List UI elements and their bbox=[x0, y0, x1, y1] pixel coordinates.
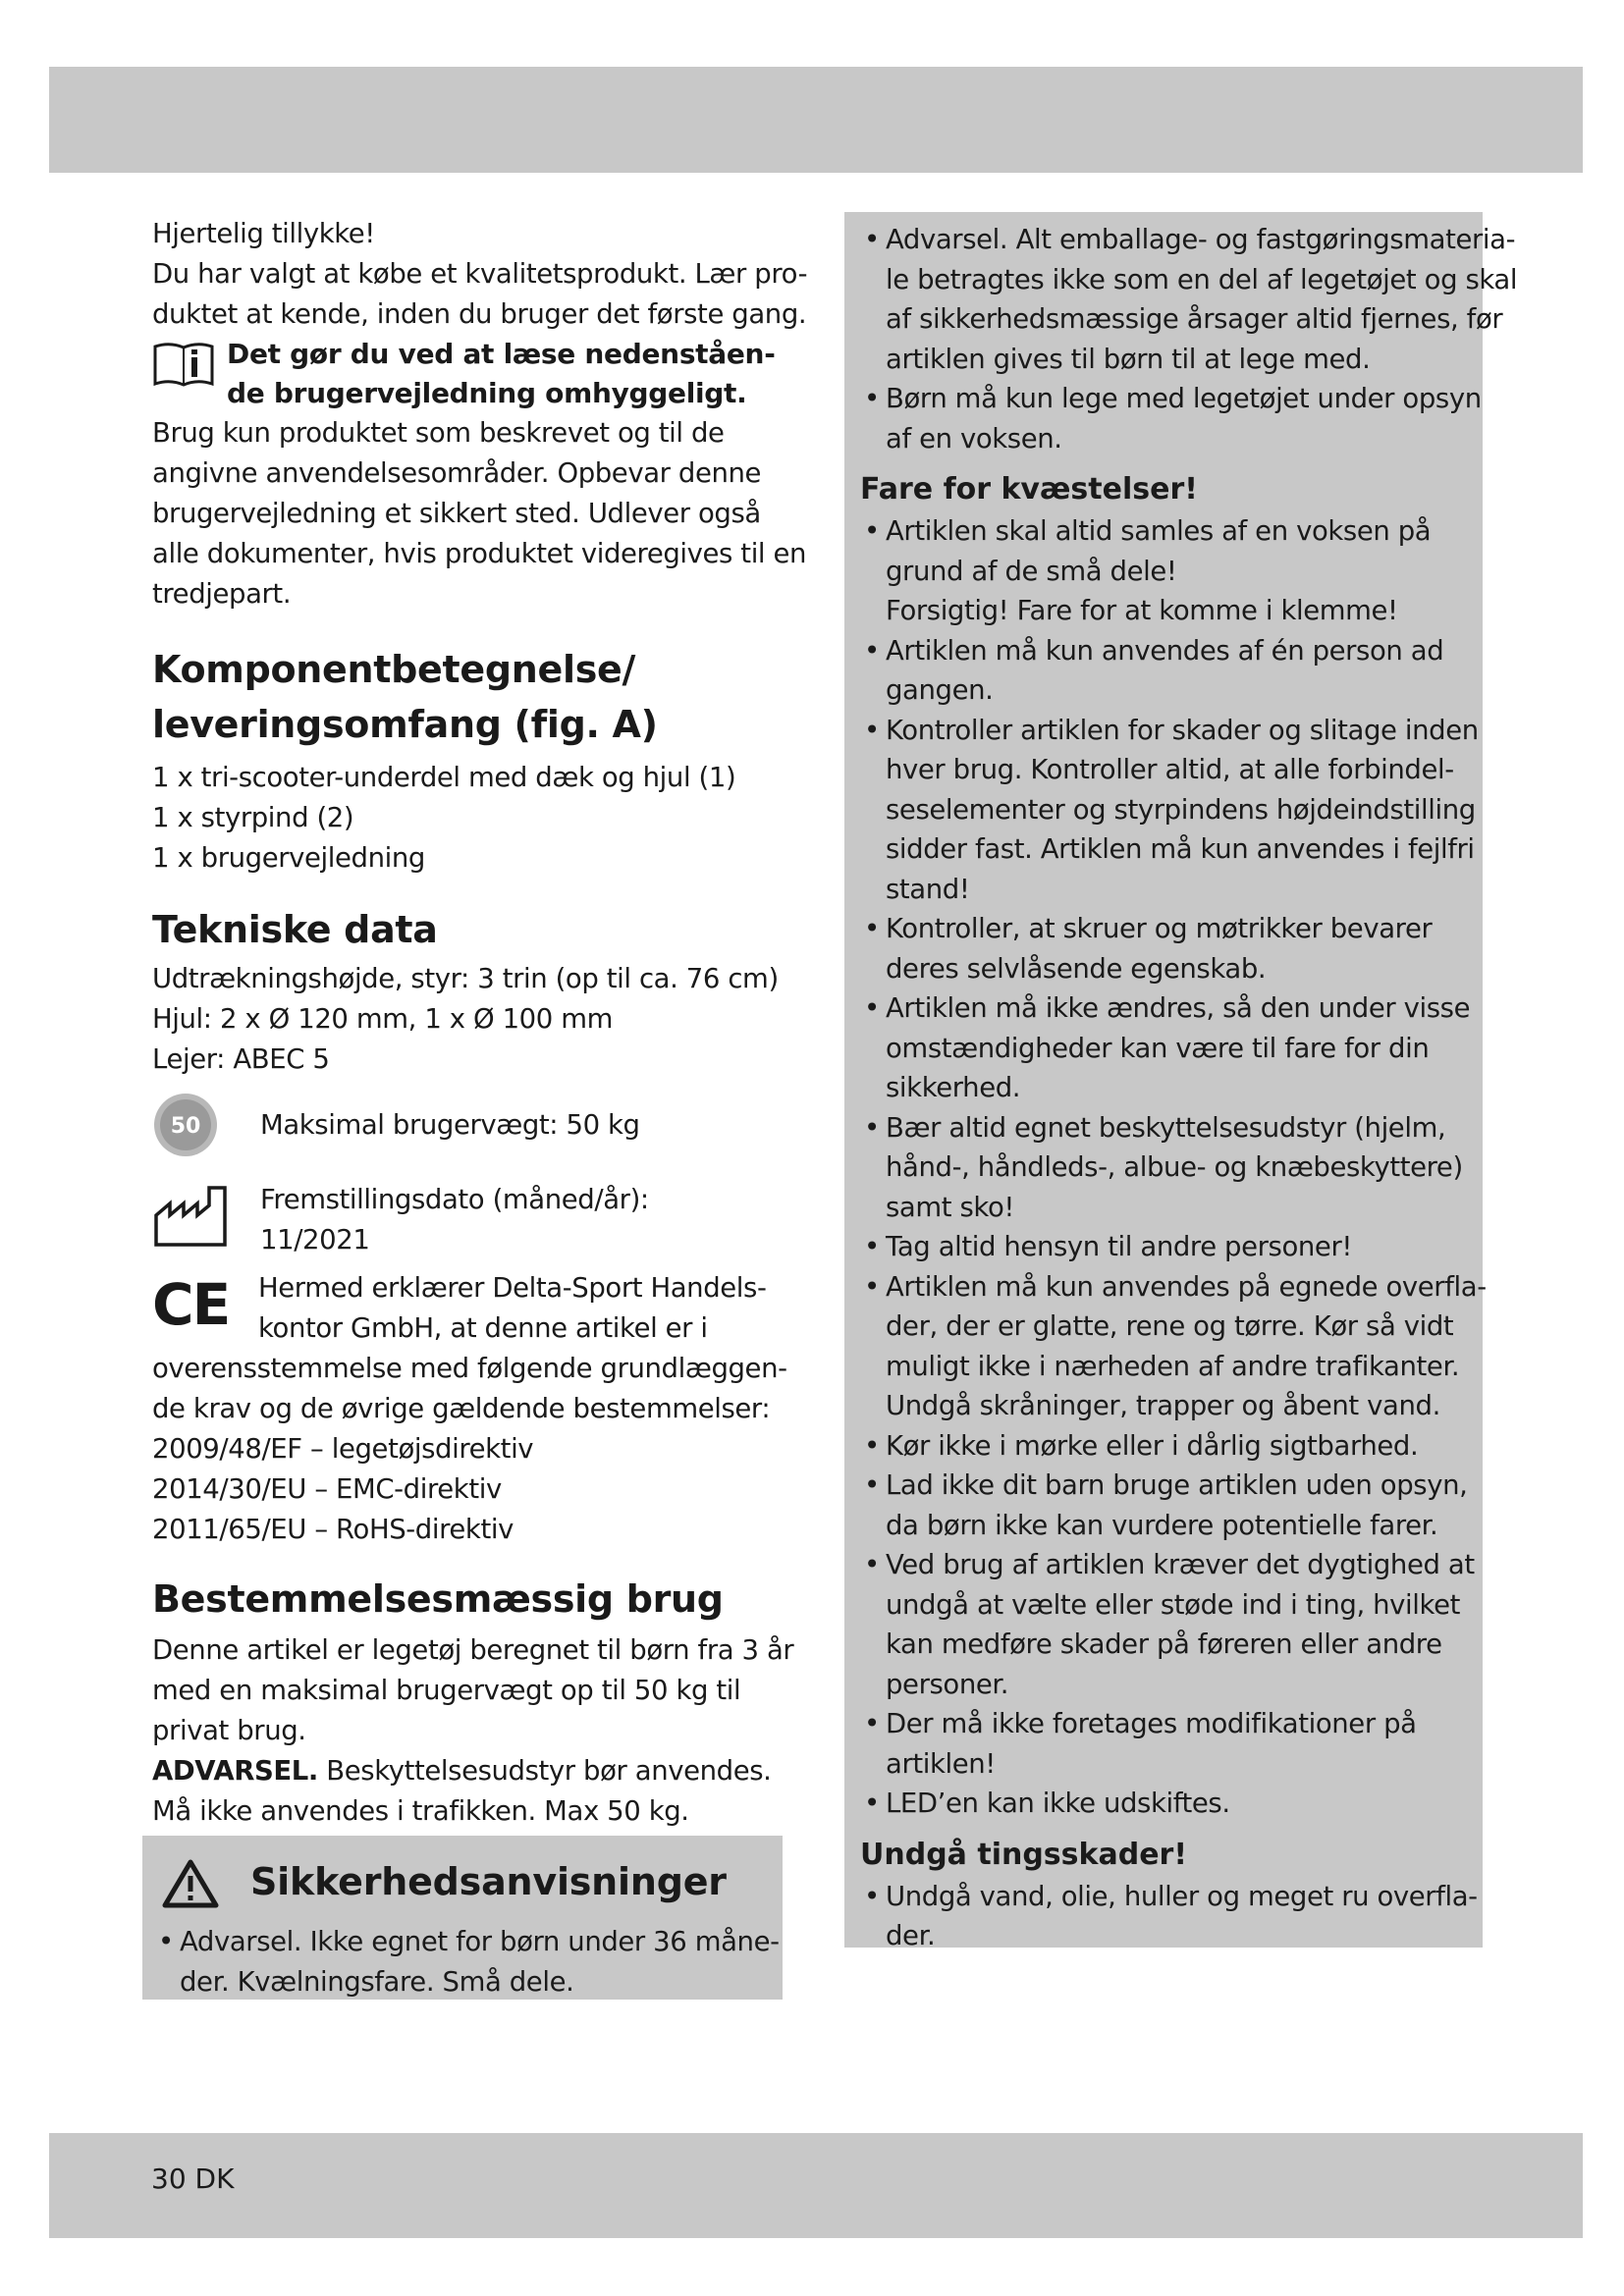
list-item: • Kontroller, at skruer og møtrikker bevarer deres selvlåsende egenskab. bbox=[860, 909, 1483, 988]
list-item: • Advarsel. Alt emballage- og fastgøringsmateria- le betragtes ikke som en del af legetøjet og skal af sikkerhedsmæssige årsager altid fjernes, før artiklen gives til børn til at lege med. bbox=[860, 220, 1483, 379]
factory-date-icon bbox=[152, 1184, 229, 1249]
list-item: • Bær altid egnet beskyttelsesudstyr (hjelm, hånd-, håndleds-, albue- og knæbeskyttere) samt sko! bbox=[860, 1108, 1483, 1228]
intro-text: Du har valgt at købe et kvalitetsprodukt. Lær pro- duktet at kende, inden du bruger det første gang. bbox=[152, 258, 808, 330]
warning-triangle-icon bbox=[162, 1859, 219, 1908]
info-line-2: de brugervejledning omhyggeligt. bbox=[227, 377, 747, 409]
max-weight-icon bbox=[152, 1092, 219, 1158]
intended-use-warning: ADVARSEL. Beskyttelsesudstyr bør anvendes. Må ikke anvendes i trafikken. Max 50 kg. bbox=[152, 1755, 772, 1827]
list-item: • Børn må kun lege med legetøjet under opsyn af en voksen. bbox=[860, 379, 1483, 458]
directives-list: 2009/48/EF – legetøjsdirektiv 2014/30/EU – EMC-direktiv 2011/65/EU – RoHS-direktiv bbox=[152, 1433, 534, 1545]
max-weight-row bbox=[152, 1092, 781, 1162]
list-item: • Tag altid hensyn til andre personer! bbox=[860, 1227, 1483, 1267]
usage-text: Brug kun produktet som beskrevet og til de angivne anvendelsesområder. Opbevar denne brugervejledning et sikkert sted. Udlever også alle dokumenter, hvis produktet videregives til en tredjepart. bbox=[152, 417, 807, 610]
list-item: • Undgå vand, olie, huller og meget ru overfla- der. bbox=[860, 1877, 1483, 1956]
list-item: • Der må ikke foretages modifikationer på artiklen! bbox=[860, 1704, 1483, 1784]
info-note bbox=[152, 335, 781, 413]
safety-heading: Sikkerhedsanvisninger bbox=[250, 1860, 727, 1903]
list-item: • Artiklen må kun anvendes på egnede overfla- der, der er glatte, rene og tørre. Kør så vidt muligt ikke i nærheden af andre trafikanter. Undgå skråninger, trapper og åbent vand. bbox=[860, 1267, 1483, 1426]
manufacture-label: Fremstillingsdato (måned/år): bbox=[260, 1184, 649, 1215]
page-number: 30 DK bbox=[151, 2163, 235, 2195]
components-list: 1 x tri-scooter-underdel med dæk og hjul (1) 1 x styrpind (2) 1 x brugervejledning bbox=[152, 762, 736, 874]
manufacture-date-row bbox=[152, 1180, 781, 1260]
list-item: • Lad ikke dit barn bruge artiklen uden opsyn, da børn ikke kan vurdere potentielle farer. bbox=[860, 1466, 1483, 1545]
list-item: • Kør ikke i mørke eller i dårlig sigtbarhed. bbox=[860, 1426, 1483, 1467]
injury-heading: Fare for kvæstelser! bbox=[860, 472, 1198, 507]
list-item: • Ved brug af artiklen kræver det dygtighed at undgå at vælte eller støde ind i ting, hvilket kan medføre skader på føreren eller andre personer. bbox=[860, 1545, 1483, 1704]
ce-row: CE Hermed erklærer Delta-Sport Handels- kontor GmbH, at denne artikel er i bbox=[152, 1271, 767, 1344]
ce-mark-icon: CE bbox=[152, 1271, 230, 1338]
manual-info-icon bbox=[152, 341, 215, 388]
intended-use-heading: Bestemmelsesmæssig brug bbox=[152, 1577, 724, 1621]
damage-heading: Undgå tingsskader! bbox=[860, 1837, 1188, 1872]
right-column bbox=[844, 212, 1518, 1951]
warning-label: ADVARSEL. bbox=[152, 1755, 318, 1787]
components-heading: Komponentbetegnelse/ leveringsomfang (fig. A) bbox=[152, 648, 658, 746]
list-item: • Kontroller artiklen for skader og slitage inden hver brug. Kontroller altid, at alle forbindel- seselementer og styrpindens højdeindstilling sidder fast. Artiklen må kun anvendes i fejlfri stand! bbox=[860, 711, 1483, 910]
max-weight-text: Maksimal brugervægt: 50 kg bbox=[260, 1109, 640, 1141]
tech-specs: Udtrækningshøjde, styr: 3 trin (op til ca. 76 cm) Hjul: 2 x Ø 120 mm, 1 x Ø 100 mm Lejer: ABEC 5 bbox=[152, 963, 779, 1075]
list-item: • Artiklen må kun anvendes af én person ad gangen. bbox=[860, 631, 1483, 711]
list-item: • Artiklen skal altid samles af en voksen på grund af de små dele! Forsigtig! Fare for at komme i klemme! bbox=[860, 511, 1483, 631]
list-item: • Advarsel. Ikke egnet for børn under 36 måne- der. Kvælningsfare. Små dele. bbox=[154, 1922, 773, 2002]
list-item: • LED’en kan ikke udskiftes. bbox=[860, 1784, 1483, 1824]
info-line-1: Det gør du ved at læse nedenståen- bbox=[227, 338, 776, 370]
list-item: • Artiklen må ikke ændres, så den under visse omstændigheder kan være til fare for din sikkerhed. bbox=[860, 988, 1483, 1108]
header-bar bbox=[49, 67, 1583, 173]
intended-use-text: Denne artikel er legetøj beregnet til børn fra 3 år med en maksimal brugervægt op til 50 kg til privat brug. bbox=[152, 1634, 794, 1746]
greeting: Hjertelig tillykke! bbox=[152, 218, 375, 249]
tech-heading: Tekniske data bbox=[152, 908, 438, 951]
manufacture-date: 11/2021 bbox=[260, 1224, 370, 1255]
weight-badge-label: 50 bbox=[170, 1114, 201, 1139]
safety-box bbox=[142, 1836, 783, 2000]
footer-bar bbox=[49, 2133, 1583, 2238]
left-column bbox=[152, 214, 808, 1832]
conformity-text: overensstemmelse med følgende grundlæggen- de krav og de øvrige gældende bestemmelser: bbox=[152, 1353, 787, 1424]
